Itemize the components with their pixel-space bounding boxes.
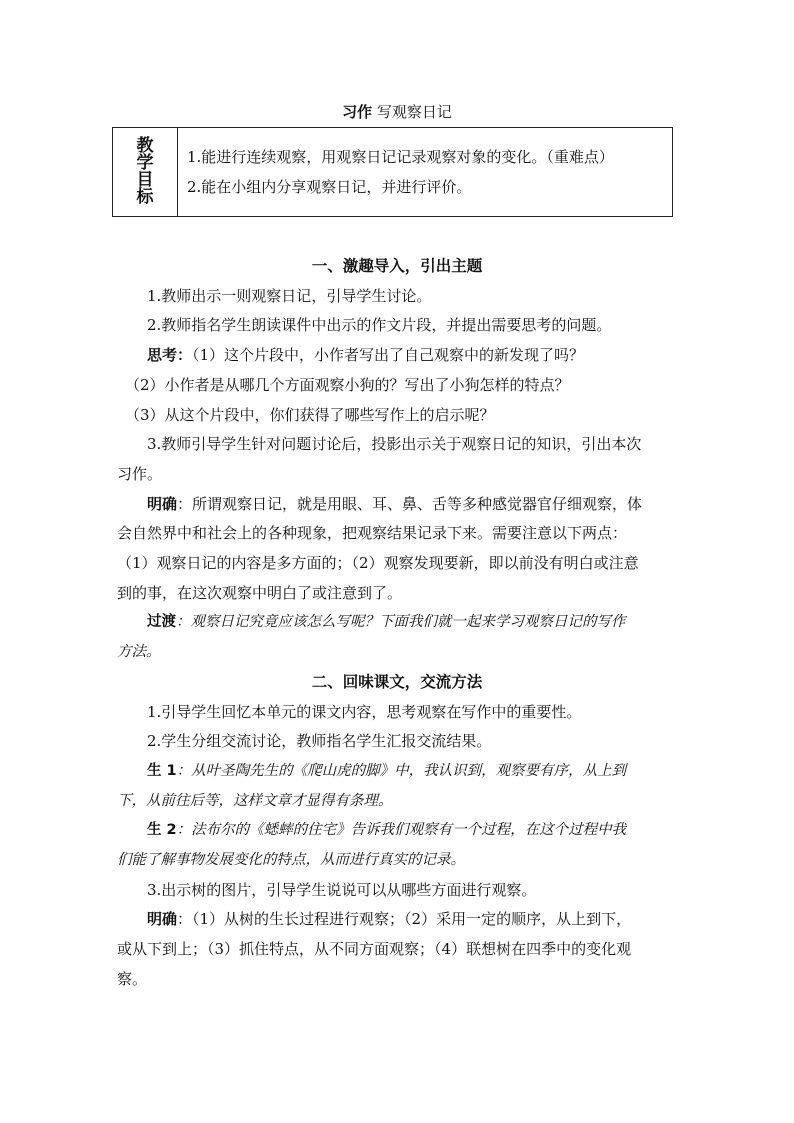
clarify-text: ：所谓观察日记，就是用眼、耳、鼻、舌等多种感觉器官仔细观察，体 bbox=[177, 494, 643, 513]
student-label: 生 1 bbox=[147, 762, 177, 779]
paragraph: 1.教师出示一则观察日记，引导学生讨论。 bbox=[147, 286, 432, 305]
think-question: （3）从这个片段中，你们获得了哪些写作上的启示呢？ bbox=[125, 405, 495, 424]
paragraph-continuation: 方法。 bbox=[117, 644, 161, 661]
clarify-text: ：（1）从树的生长过程进行观察；（2）采用一定的顺序，从上到下， bbox=[177, 910, 632, 929]
paragraph: 2.教师指名学生朗读课件中出示的作文片段，并提出需要思考的问题。 bbox=[147, 316, 612, 335]
think-paragraph bbox=[117, 341, 677, 371]
paragraph: 3.出示树的图片，引导学生说说可以从哪些方面进行观察。 bbox=[147, 880, 537, 899]
paragraph-continuation: （1）观察日记的内容是多方面的；（2）观察发现要新，即以前没有明白或注意 bbox=[117, 554, 639, 573]
paragraph-continuation: 习作。 bbox=[117, 464, 163, 483]
think-label: 思考： bbox=[147, 346, 193, 365]
student-text: ：法布尔的《蟋蟀的住宅》告诉我们观察有一个过程，在这个过程中我 bbox=[176, 822, 627, 839]
paragraph: 1.引导学生回忆本单元的课文内容，思考观察在写作中的重要性。 bbox=[147, 702, 582, 721]
title-sub: 写观察日记 bbox=[376, 103, 452, 121]
student-label: 生 2 bbox=[147, 822, 177, 839]
paragraph-continuation: 察。 bbox=[117, 969, 148, 988]
teaching-goals-label bbox=[113, 128, 178, 217]
student-response bbox=[117, 757, 677, 787]
clarify-label: 明确 bbox=[147, 910, 178, 929]
goal-label-char: 教 bbox=[136, 136, 154, 156]
think-question: （1）这个片段中，小作者写出了自己观察中的新发现了吗？ bbox=[192, 346, 585, 365]
goal-label-char: 学 bbox=[136, 153, 154, 173]
teaching-goals-body bbox=[178, 128, 673, 217]
paragraph-continuation: 或从下到上；（3）抓住特点，从不同方面观察；（4）联想树在四季中的变化观 bbox=[117, 940, 632, 959]
transition-label: 过渡 bbox=[147, 614, 176, 631]
goal-item: 2.能在小组内分享观察日记，并进行评价。 bbox=[187, 178, 472, 196]
clarify-paragraph bbox=[117, 905, 677, 935]
goal-item: 1.能进行连续观察，用观察日记记录观察对象的变化。（重难点） bbox=[187, 148, 614, 166]
title-main: 习作 bbox=[342, 103, 373, 121]
transition-paragraph bbox=[117, 608, 677, 638]
paragraph-continuation: 们能了解事物发展变化的特点，从而进行真实的记录。 bbox=[117, 852, 465, 869]
section-heading: 一、激趣导入，引出主题 bbox=[311, 257, 483, 275]
transition-text: ：观察日记究竟应该怎么写呢？下面我们就一起来学习观察日记的写作 bbox=[176, 614, 626, 631]
goal-label-char: 标 bbox=[136, 187, 154, 207]
teaching-goals-table bbox=[112, 127, 673, 217]
clarify-label: 明确 bbox=[147, 494, 178, 513]
paragraph-continuation: 下，从前往后等，这样文章才显得有条理。 bbox=[117, 792, 393, 809]
lesson-content bbox=[117, 252, 677, 995]
document-title bbox=[0, 102, 794, 122]
student-text: ：从叶圣陶先生的《爬山虎的脚》中，我认识到，观察要有序，从上到 bbox=[176, 762, 627, 779]
student-response bbox=[117, 816, 677, 846]
goal-label-char: 目 bbox=[136, 170, 154, 190]
clarify-paragraph bbox=[117, 490, 677, 520]
section-heading: 二、回味课文，交流方法 bbox=[311, 672, 483, 691]
paragraph-continuation: 会自然界中和社会上的各种现象，把观察结果记录下来。需要注意以下两点： bbox=[117, 524, 628, 543]
paragraph-continuation: 到的事，在这次观察中明白了或注意到了。 bbox=[117, 583, 403, 602]
paragraph: 2.学生分组交流讨论，教师指名学生汇报交流结果。 bbox=[147, 732, 492, 751]
paragraph: 3.教师引导学生针对问题讨论后，投影出示关于观察日记的知识，引出本次 bbox=[147, 435, 642, 454]
think-question: （2）小作者是从哪几个方面观察小狗的？写出了小狗怎样的特点？ bbox=[125, 375, 570, 394]
